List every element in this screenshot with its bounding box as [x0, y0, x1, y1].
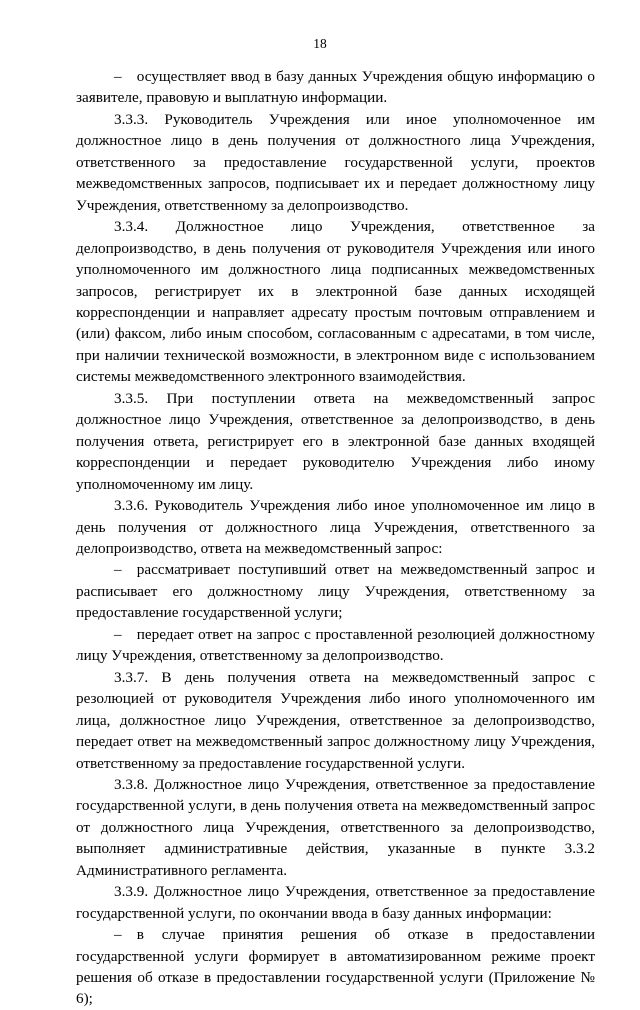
- paragraph-3-3-6: 3.3.6. Руководитель Учреждения либо иное уполномоченное им лицо в день получения от должностного лица Учреждения, ответственного за делопроизводство, ответа на межведомственный запрос:: [76, 497, 595, 557]
- paragraph-3-3-8: 3.3.8. Должностное лицо Учреждения, ответственное за предоставление государственной услуги, в день получения ответа на межведомственный запрос от должностного лица Учреждения, ответственного за делопроизводство, выполняет административные действия, указанные в пункте 3.3.2 Административного регламента.: [76, 775, 595, 879]
- paragraph-bullet-review-response: – рассматривает поступивший ответ на межведомственный запрос и расписывает его должностному лицу Учреждения, ответственному за предоставление государственной услуги;: [76, 561, 595, 622]
- document-body: [76, 66, 595, 1010]
- paragraph-3-3-7: 3.3.7. В день получения ответа на межведомственный запрос с резолюцией от руководителя Учреждения либо иного уполномоченного им лица, должностное лицо Учреждения, ответственное за делопроизводство, передает ответ на межведомственный запрос должностному лицу Учреждения, ответственному за предоставление государственной услуги.: [76, 668, 595, 772]
- paragraph-bullet-refusal-decision: – в случае принятия решения об отказе в предоставлении государственной услуги формирует в автоматизированном режиме проект решения об отказе в предоставлении государственной услуги (Приложение № 6);: [76, 926, 595, 1008]
- paragraph-bullet-transfer-response: – передает ответ на запрос с проставленной резолюцией должностному лицу Учреждения, ответственному за делопроизводство.: [76, 625, 595, 665]
- paragraph-3-3-3: 3.3.3. Руководитель Учреждения или иное уполномоченное им должностное лицо в день получения от должностного лица Учреждения, ответственного за предоставление государственной услуги, проектов межведомственных запросов, подписывает их и передает должностному лицу Учреждения, ответственному за делопроизводство.: [76, 110, 595, 214]
- paragraph-3-3-4: 3.3.4. Должностное лицо Учреждения, ответственное за делопроизводство, в день получения от руководителя Учреждения или иного уполномоченного им должностного лица подписанных межведомственных запросов, регистрирует их в электронной базе данных исходящей корреспонденции и направляет адресату простым почтовым отправлением и (или) факсом, либо иным способом, согласованным с адресатами, в том числе, при наличии технической возможности, в электронном виде с использованием системы межведомственного электронного взаимодействия.: [76, 218, 595, 386]
- page-number: 18: [313, 36, 327, 51]
- paragraph-3-3-5: 3.3.5. При поступлении ответа на межведомственный запрос должностное лицо Учреждения, ответственное за делопроизводство, в день получения ответа, регистрирует его в электронной базе данных входящей корреспонденции и передает руководителю Учреждения либо иному уполномоченному им лицу.: [76, 389, 595, 493]
- paragraph-bullet-enter-info: – осуществляет ввод в базу данных Учреждения общую информацию о заявителе, правовую и выплатную информации.: [76, 68, 595, 107]
- paragraph-3-3-9: 3.3.9. Должностное лицо Учреждения, ответственное за предоставление государственной услуги, по окончании ввода в базу данных информации:: [76, 883, 595, 922]
